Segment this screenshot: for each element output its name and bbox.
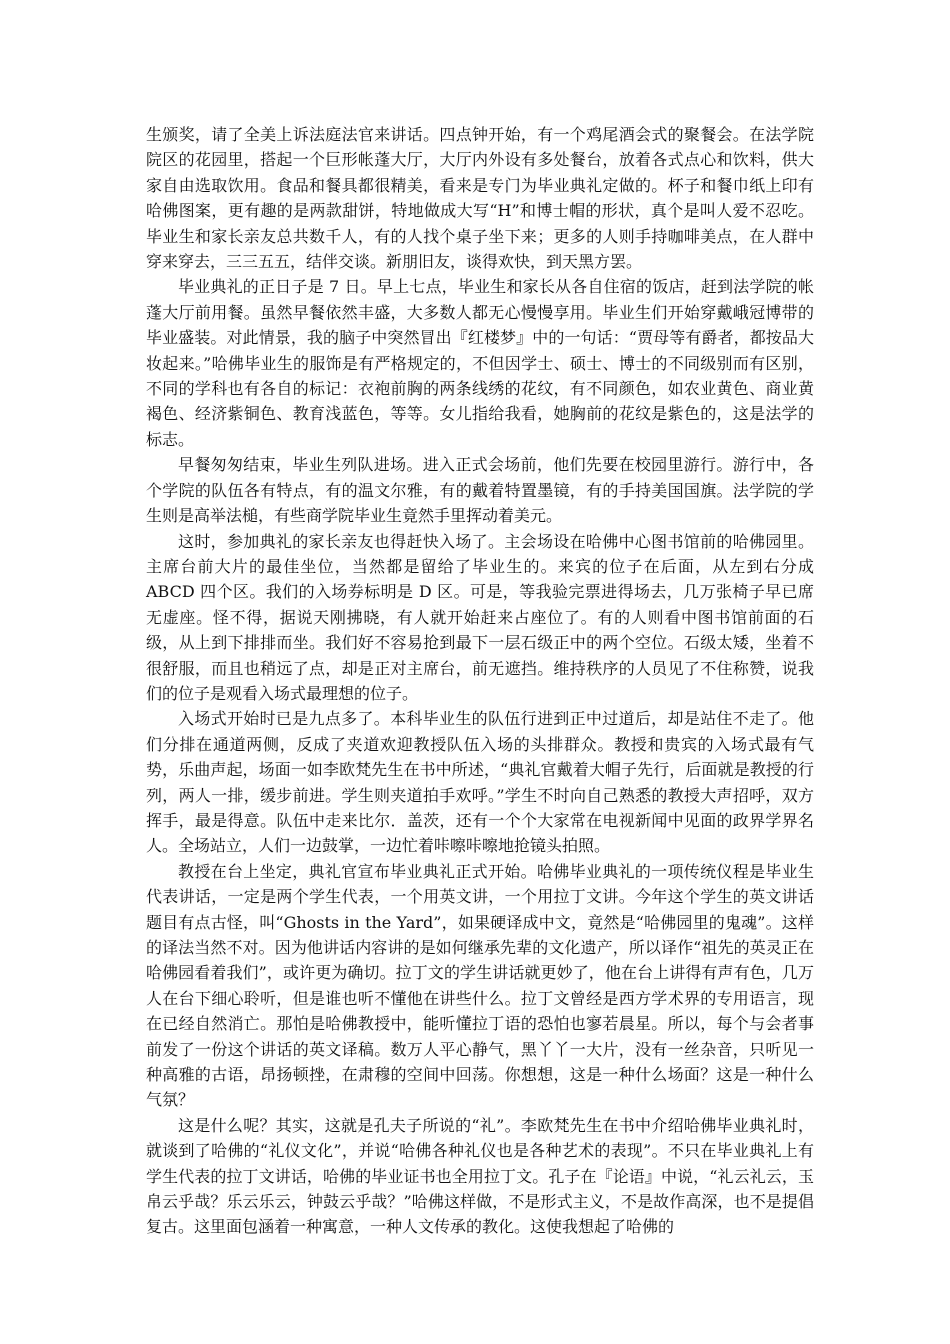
- paragraph-5: 入场式开始时已是九点多了。本科毕业生的队伍行进到正中过道后，却是站住不走了。他们分排在通道两侧，反成了夹道欢迎教授队伍入场的头排群众。教授和贵宾的入场式最有气势，乐曲声起，场面一如李欧梵先生在书中所述，“典礼官戴着大帽子先行，后面就是教授的行列，两人一排，缓步前进。学生则夹道拍手欢呼。”学生不时向自己熟悉的教授大声招呼，双方挥手，最是得意。队伍中走来比尔．盖茨，还有一个个大家常在电视新闻中见面的政界学界名人。全场站立，人们一边鼓掌，一边忙着咔嚓咔嚓地抢镜头拍照。: [146, 709, 814, 856]
- document-body: [146, 122, 814, 1240]
- paragraph-6: 教授在台上坐定，典礼官宣布毕业典礼正式开始。哈佛毕业典礼的一项传统仪程是毕业生代表讲话，一定是两个学生代表，一个用英文讲，一个用拉丁文讲。今年这个学生的英文讲话题目有点古怪，叫“Ghosts in the Yard”，如果硬译成中文，竟然是“哈佛园里的鬼魂”。这样的译法当然不对。因为他讲话内容讲的是如何继承先辈的文化遗产，所以译作“祖先的英灵正在哈佛园看着我们”，或许更为确切。拉丁文的学生讲话就更妙了，他在台上讲得有声有色，几万人在台下细心聆听，但是谁也听不懂他在讲些什么。拉丁文曾经是西方学术界的专用语言，现在已经自然消亡。那怕是哈佛教授中，能听懂拉丁语的恐怕也寥若晨星。所以，每个与会者事前发了一份这个讲话的英文译稿。数万人平心静气，黑丫丫一大片，没有一丝杂音，只听见一种高雅的古语，昂扬顿挫，在肃穆的空间中回荡。你想想，这是一种什么场面？这是一种什么气氛？: [146, 861, 814, 1110]
- paragraph-3: 早餐匆匆结束，毕业生列队进场。进入正式会场前，他们先要在校园里游行。游行中，各个学院的队伍各有特点，有的温文尔雅，有的戴着特置墨镜，有的手持美国国旗。法学院的学生则是高举法槌，有些商学院毕业生竟然手里挥动着美元。: [146, 455, 814, 526]
- paragraph-2: 毕业典礼的正日子是 7 日。早上七点，毕业生和家长从各自住宿的饭店，赶到法学院的帐蓬大厅前用餐。虽然早餐依然丰盛，大多数人都无心慢慢享用。毕业生们开始穿戴峨冠博带的毕业盛装。对此情景，我的脑子中突然冒出『红楼梦』中的一句话：“贾母等有爵者，都按品大妆起来。”哈佛毕业生的服饰是有严格规定的，不但因学士、硕士、博士的不同级别而有区别，不同的学科也有各自的标记：衣袍前胸的两条线绣的花纹，有不同颜色，如农业黄色、商业黄褐色、经济紫铜色、教育浅蓝色，等等。女儿指给我看，她胸前的花纹是紫色的，这是法学的标志。: [146, 277, 814, 449]
- paragraph-4: 这时，参加典礼的家长亲友也得赶快入场了。主会场设在哈佛中心图书馆前的哈佛园里。主席台前大片的最佳坐位，当然都是留给了毕业生的。来宾的位子在后面，从左到右分成 ABCD 四个区。我们的入场券标明是 D 区。可是，等我验完票进得场去，几万张椅子早已席无虚座。怪不得，据说天刚拂晓，有人就开始赶来占座位了。有的人则看中图书馆前面的石级，从上到下排排而坐。我们好不容易抢到最下一层石级正中的两个空位。石级太矮，坐着不很舒服，而且也稍远了点，却是正对主席台，前无遮挡。维持秩序的人员见了不住称赞，说我们的位子是观看入场式最理想的位子。: [146, 531, 814, 703]
- paragraph-1: 生颁奖，请了全美上诉法庭法官来讲话。四点钟开始，有一个鸡尾酒会式的聚餐会。在法学院院区的花园里，搭起一个巨形帐蓬大厅，大厅内外设有多处餐台，放着各式点心和饮料，供大家自由选取饮用。食品和餐具都很精美，看来是专门为毕业典礼定做的。杯子和餐巾纸上印有哈佛图案，更有趣的是两款甜饼，特地做成大写“H”和博士帽的形状，真个是叫人爱不忍吃。毕业生和家长亲友总共数千人，有的人找个桌子坐下来；更多的人则手持咖啡美点，在人群中穿来穿去，三三五五，结伴交谈。新朋旧友，谈得欢快，到天黑方罢。: [146, 125, 814, 272]
- paragraph-7: 这是什么呢？其实，这就是孔夫子所说的“礼”。李欧梵先生在书中介绍哈佛毕业典礼时，就谈到了哈佛的“礼仪文化”，并说“哈佛各种礼仪也是各种艺术的表现”。不只在毕业典礼上有学生代表的拉丁文讲话，哈佛的毕业证书也全用拉丁文。孔子在『论语』中说，“礼云礼云，玉帛云乎哉？乐云乐云，钟鼓云乎哉？”哈佛这样做，不是形式主义，不是故作高深，也不是提倡复古。这里面包涵着一种寓意，一种人文传承的教化。这使我想起了哈佛的: [146, 1115, 814, 1237]
